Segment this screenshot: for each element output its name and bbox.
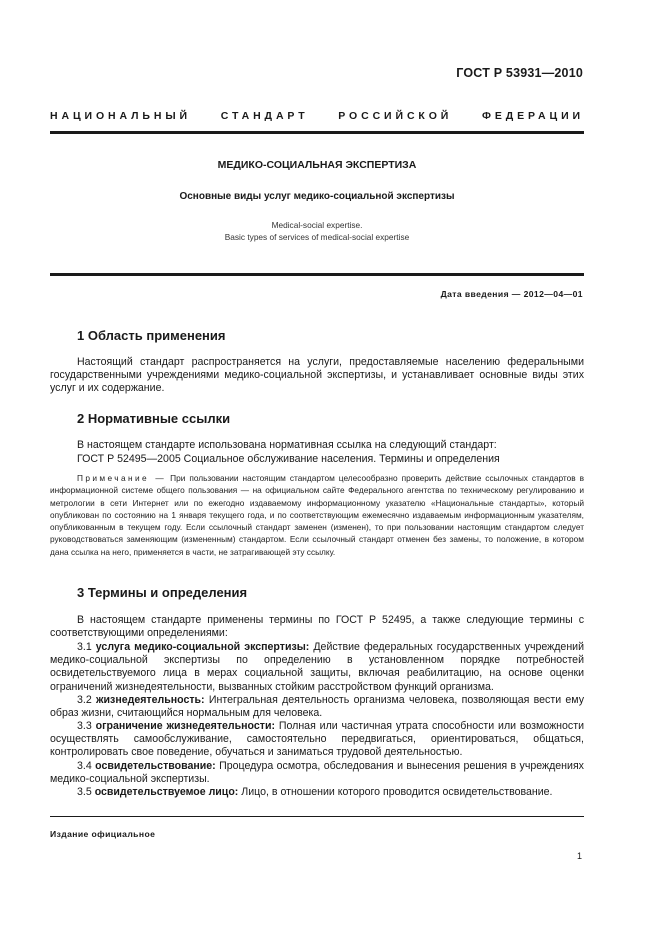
term-3-2	[50, 694, 584, 720]
term-definition: Лицо, в отношении которого проводится освидетельствование.	[241, 786, 553, 798]
note-label: Примечание —	[77, 473, 167, 483]
term-number: 3.5	[77, 786, 92, 798]
term-name: жизнедеятельность:	[96, 694, 205, 706]
term-name: освидетельствование:	[95, 760, 216, 772]
term-number: 3.1	[77, 641, 92, 653]
section-2-intro: В настоящем стандарте использована нормативная ссылка на следующий стандарт:	[77, 439, 497, 451]
term-3-5	[50, 786, 584, 799]
page-number: 1	[576, 851, 582, 861]
national-standard-banner: НАЦИОНАЛЬНЫЙ СТАНДАРТ РОССИЙСКОЙ ФЕДЕРАЦИИ	[50, 110, 584, 122]
term-name: услуга медико-социальной экспертизы:	[95, 641, 310, 653]
section-3-heading: 3 Термины и определения	[77, 585, 248, 600]
footer-rule	[50, 816, 584, 817]
note-text: При пользовании настоящим стандартом целесообразно проверить действие ссылочных стандартов в информационной системе общего пользования — на официальном сайте Федерального агентства по техническому регулированию и метрологии в сети Интернет или по ежегодно издаваемому информационному указателю «Национальные стандарты», который опубликован по состоянию на 1 января текущего года, и по соответствующим ежемесячно издаваемым информационным указателям, опубликованным в текущем году. Если ссылочный стандарт заменен (изменен), то при пользовании настоящим стандартом следует руководствоваться заменяющим (измененным) стандартом. Если ссылочный стандарт отменен без замены, то положение, в котором дана ссылка на него, применяется в части, не затрагивающей эту ссылку.	[50, 473, 584, 557]
section-1-heading: 1 Область применения	[77, 328, 226, 343]
section-2-note	[50, 472, 584, 558]
gost-code: ГОСТ Р 53931—2010	[456, 66, 583, 80]
term-definition: Интегральная деятельность организма человека, позволяющая вести ему образ жизни, считающийся нормальным для человека.	[50, 694, 584, 720]
term-name: освидетельствуемое лицо:	[94, 786, 239, 798]
term-number: 3.2	[77, 694, 92, 706]
term-definition: Процедура осмотра, обследования и вынесения решения в учреждениях медико-социальной экспертизы.	[50, 760, 584, 786]
term-3-1	[50, 641, 584, 694]
term-number: 3.3	[77, 720, 92, 732]
edition-label: Издание официальное	[50, 829, 156, 839]
english-title-line2: Basic types of services of medical-social expertise	[224, 232, 410, 242]
header-rule	[50, 131, 584, 134]
introduction-date: Дата введения — 2012—04—01	[440, 289, 583, 299]
section-1-text: Настоящий стандарт распространяется на услуги, предоставляемые населению федеральными государственными учреждениями медико-социальной экспертизы, и устанавливает основные виды этих услуг и их содержание.	[50, 356, 584, 395]
english-title-line1: Medical-social expertise.	[271, 220, 363, 230]
title-rule	[50, 273, 584, 276]
section-3-intro: В настоящем стандарте применены термины по ГОСТ Р 52495, а также следующие термины с соответствующими определениями:	[50, 614, 584, 640]
term-name: ограничение жизнедеятельности:	[95, 720, 276, 732]
term-number: 3.4	[77, 760, 92, 772]
normative-reference: ГОСТ Р 52495—2005 Социальное обслуживание населения. Термины и определения	[77, 453, 500, 465]
document-subtitle: Основные виды услуг медико-социальной экспертизы	[179, 191, 455, 202]
term-definition: Действие федеральных государственных учреждений медико-социальной экспертизы по определению в установленном порядке потребностей освидетельствуемого лица в мерах социальной защиты, включая реабилитацию, на основе оценки ограничений жизнедеятельности, вызванных стойким расстройством функций организма.	[50, 641, 585, 693]
term-3-4	[50, 760, 584, 786]
term-definition: Полная или частичная утрата способности или возможности осуществлять самообслуживание, самостоятельно передвигаться, ориентироваться, общаться, контролировать свое поведение, обучаться и заниматься трудовой деятельностью.	[50, 720, 584, 759]
section-2-heading: 2 Нормативные ссылки	[77, 411, 231, 426]
document-title: МЕДИКО-СОЦИАЛЬНАЯ ЭКСПЕРТИЗА	[217, 159, 417, 171]
term-3-3	[50, 720, 584, 760]
